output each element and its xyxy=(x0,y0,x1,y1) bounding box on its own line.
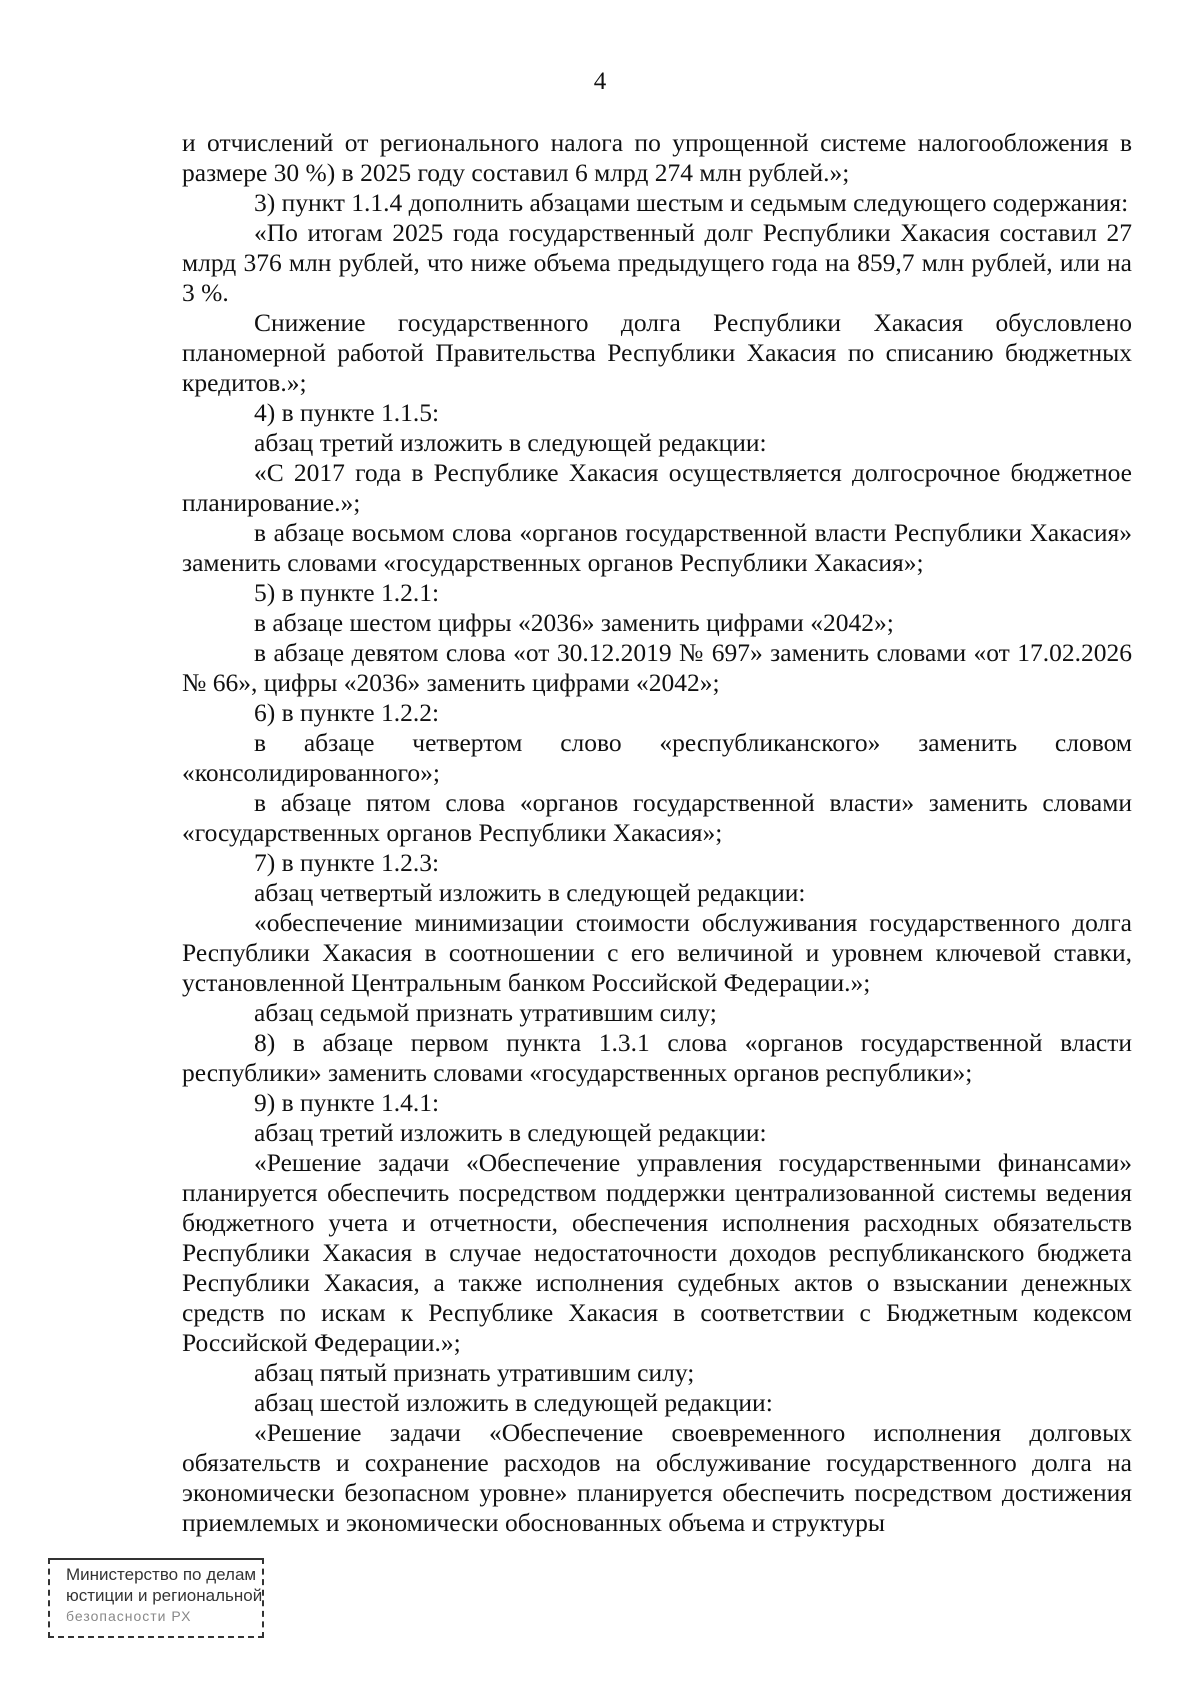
paragraph: в абзаце девятом слова «от 30.12.2019 № 697» заменить словами «от 17.02.2026 № 66», цифры «2036» заменить цифрами «2042»; xyxy=(182,638,1132,697)
paragraph: «обеспечение минимизации стоимости обслуживания государственного долга Республики Хакасия в соотношении с его величиной и уровнем ключевой ставки, установленной Центральным банком Российской Федерации.»; xyxy=(182,908,1132,997)
paragraph: и отчислений от регионального налога по упрощенной системе налогообложения в размере 30 %) в 2025 году составил 6 млрд 274 млн рублей.»; xyxy=(182,128,1132,187)
paragraph: «По итогам 2025 года государственный долг Республики Хакасия составил 27 млрд 376 млн рублей, что ниже объема предыдущего года на 859,7 млн рублей, или на 3 %. xyxy=(182,218,1132,307)
paragraph: 3) пункт 1.1.4 дополнить абзацами шестым и седьмым следующего содержания: xyxy=(254,188,1129,217)
stamp-line-2: юстиции и региональной xyxy=(66,1586,263,1605)
paragraph: 7) в пункте 1.2.3: xyxy=(254,848,440,877)
ministry-stamp xyxy=(48,1558,264,1638)
paragraph: 8) в абзаце первом пункта 1.3.1 слова «органов государственной власти республики» заменить словами «государственных органов республики»; xyxy=(182,1028,1132,1087)
paragraph: абзац третий изложить в следующей редакции: xyxy=(254,428,767,457)
paragraph: абзац четвертый изложить в следующей редакции: xyxy=(254,878,806,907)
document-body xyxy=(182,128,1132,1538)
paragraph: 6) в пункте 1.2.2: xyxy=(254,698,440,727)
stamp-line-1: Министерство по делам xyxy=(66,1565,257,1584)
paragraph: 5) в пункте 1.2.1: xyxy=(254,578,440,607)
page-number: 4 xyxy=(593,68,607,95)
paragraph: абзац пятый признать утратившим силу; xyxy=(254,1358,695,1387)
paragraph: «С 2017 года в Республике Хакасия осуществляется долгосрочное бюджетное планирование.»; xyxy=(182,458,1132,517)
paragraph: в абзаце шестом цифры «2036» заменить цифрами «2042»; xyxy=(254,608,894,637)
paragraph: абзац седьмой признать утратившим силу; xyxy=(254,998,717,1027)
paragraph: «Решение задачи «Обеспечение управления государственными финансами» планируется обеспечить посредством поддержки централизованной системы ведения бюджетного учета и отчетности, обеспечения исполнения расходных обязательств Республики Хакасия в случае недостаточности доходов республиканского бюджета Республики Хакасия, а также исполнения судебных актов о взыскании денежных средств по искам к Республике Хакасия в соответствии с Бюджетным кодексом Российской Федерации.»; xyxy=(182,1148,1132,1357)
paragraph: в абзаце четвертом слово «республиканского» заменить словом «консолидированного»; xyxy=(182,728,1132,787)
paragraph: абзац третий изложить в следующей редакции: xyxy=(254,1118,767,1147)
paragraph: 4) в пункте 1.1.5: xyxy=(254,398,440,427)
paragraph: «Решение задачи «Обеспечение своевременного исполнения долговых обязательств и сохранение расходов на обслуживание государственного долга на экономически безопасном уровне» планируется обеспечить посредством достижения приемлемых и экономически обоснованных объема и структуры xyxy=(182,1418,1132,1537)
paragraph: Снижение государственного долга Республики Хакасия обусловлено планомерной работой Правительства Республики Хакасия по списанию бюджетных кредитов.»; xyxy=(182,308,1132,397)
paragraph: в абзаце восьмом слова «органов государственной власти Республики Хакасия» заменить словами «государственных органов Республики Хакасия»; xyxy=(182,518,1132,577)
stamp-line-3: безопасности РХ xyxy=(66,1608,192,1624)
paragraph: 9) в пункте 1.4.1: xyxy=(254,1088,440,1117)
paragraph: абзац шестой изложить в следующей редакции: xyxy=(254,1388,773,1417)
paragraph: в абзаце пятом слова «органов государственной власти» заменить словами «государственных органов Республики Хакасия»; xyxy=(182,788,1132,847)
